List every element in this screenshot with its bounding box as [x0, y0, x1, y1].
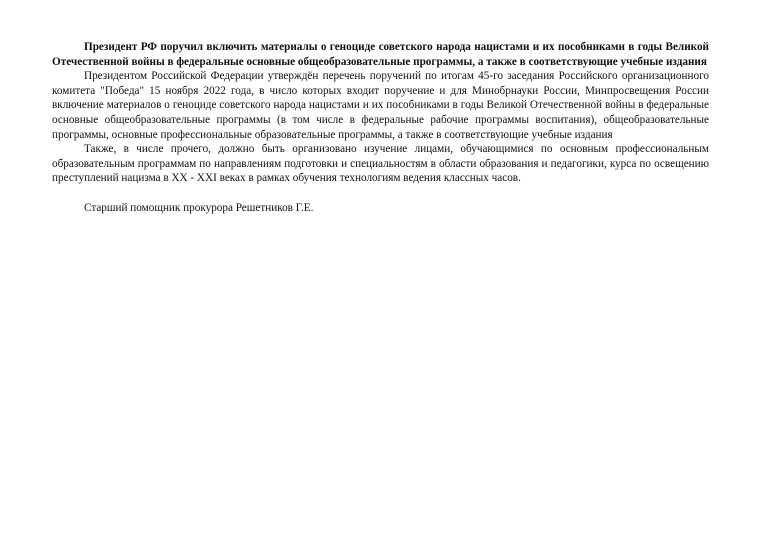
- body-paragraph-1: Президентом Российской Федерации утверждён перечень поручений по итогам 45-го заседания Российского организационного комитета "Победа" 15 ноября 2022 года, в число которых входит поручение и для Минобрнауки России, Минпросвещения России включение материалов о геноциде советского народа нацистами и их пособниками в годы Великой Отечественной войны в федеральные основные общеобразовательные программы (в том числе в федеральные рабочие программы воспитания), общеобразовательные программы, основные профессиональные образовательные программы, а также в соответствующие учебные издания: [52, 70, 709, 141]
- body-paragraph-2: Также, в числе прочего, должно быть организовано изучение лицами, обучающимися по основным профессиональным образовательным программам по направлениям подготовки и специальностям в области образования и педагогики, курса по освещению преступлений нацизма в XX - XXI веках в рамках обучения технологиям ведения классных часов.: [52, 143, 709, 185]
- document-page: [52, 40, 709, 215]
- document-heading: Президент РФ поручил включить материалы о геноциде советского народа нацистами и их пособниками в годы Великой Отечественной войны в федеральные основные общеобразовательные программы, а также в соответствующие учебные издания: [52, 41, 709, 68]
- signature-line: Старший помощник прокурора Решетников Г.Е.: [84, 201, 314, 214]
